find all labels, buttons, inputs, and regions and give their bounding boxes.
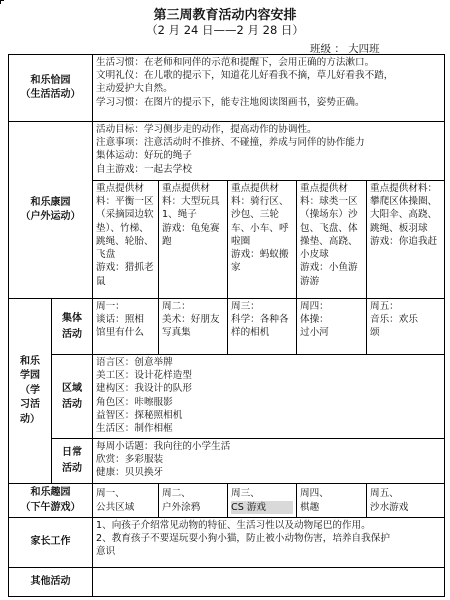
study-header: 和乐 学园 （学 习活 动） <box>9 299 52 484</box>
games-day: 周一、 公共区域 <box>93 484 159 518</box>
group-day: 周二： 美术：好朋友 写真集 <box>159 299 228 355</box>
games-header: 和乐趣园 （下午游戏） <box>9 484 93 518</box>
games-day: 周五、 沙水游戏 <box>367 484 445 518</box>
row-games <box>9 484 445 518</box>
health-content: 活动目标：学习侧步走的动作，提高动作的协调性。 注意事项：注意活动时不推挤、不碰撞，养成与同伴的协作能力 集体运动：好玩的绳子 自主游戏：一起去学校 <box>93 122 445 181</box>
row-study-area <box>9 355 445 439</box>
row-study-daily <box>9 439 445 484</box>
group-day: 周五： 音乐：欢乐 颂 <box>367 299 445 355</box>
row-study-group <box>9 299 445 355</box>
group-day: 周四： 体操： 过小河 <box>297 299 367 355</box>
row-other <box>9 568 445 597</box>
games-day: 周三、 CS 游戏 <box>228 484 297 518</box>
other-content <box>93 568 445 597</box>
other-header: 其他活动 <box>9 568 93 597</box>
games-day: 周二、 户外涂鸦 <box>159 484 228 518</box>
health-column: 重点提供材料：球类一区（操场东）沙包、飞盘、体操垫、高跷、小皮球 游戏：小鱼游游游 <box>297 181 367 299</box>
group-day: 周一： 谈话：照相 馆里有什么 <box>93 299 159 355</box>
area-activity-content: 语言区：创意举牌 美工区：设计花样造型 建构区：我设计的队形 角色区：咔嚓服影 益智区：探秘照相机 生活区：制作相框 <box>93 355 445 439</box>
class-label: 班级 ： 大四班 <box>310 43 380 55</box>
health-header: 和乐康园 （户外运动） <box>9 122 93 299</box>
page-title: 第三周教育活动内容安排 <box>153 8 297 23</box>
health-column: 重点提供材料：大型玩具1、绳子 游戏：龟兔赛跑 <box>159 181 228 299</box>
row-health-intro <box>9 122 445 181</box>
row-life <box>9 55 445 122</box>
life-content: 生活习惯：在老师和同伴的示范和提醒下，会用正确的方法漱口。 文明礼仪：在儿歌的提示下，知道花儿好看我不摘，草儿好看我不踏， 主动爱护大自然。 学习习惯：在图片的提示下，能专注地阅读图画书，姿势正确。 <box>93 55 445 122</box>
parents-header: 家长工作 <box>9 518 93 568</box>
group-activity-label: 集体 活动 <box>52 299 93 355</box>
date-range: （2 月 24 日——2 月 28 日） <box>146 23 304 37</box>
parents-content: 1、向孩子介绍常见动物的特征、生活习性以及动物尾巴的作用。 2、教育孩子不要逞玩耍小狗小猫，防止被小动物伤害，培养自我保护 意识 <box>93 518 445 568</box>
health-column: 重点提供材料：平衡一区（采摘园边软垫）、竹梯、跳绳、轮胎、飞盘 游戏：猎抓老鼠 <box>93 181 159 299</box>
group-day: 周三： 科学：各种各 样的相机 <box>228 299 297 355</box>
daily-activity-label: 日常 活动 <box>52 439 93 484</box>
health-column: 重点提供材料：攀爬区体操圈、大阳伞、高跷、跳绳、板羽球 游戏：你追我赶 <box>367 181 445 299</box>
life-header: 和乐恰园 （生活活动） <box>9 55 93 122</box>
daily-activity-content: 每周小话题：我向往的小学生活 欣赏：多彩服装 健康：贝贝换牙 <box>93 439 445 484</box>
games-day: 周四、 棋趣 <box>297 484 367 518</box>
schedule-table <box>8 54 445 597</box>
area-activity-label: 区域 活动 <box>52 355 93 439</box>
row-parents <box>9 518 445 568</box>
health-column: 重点提供材料：骑行区、沙包、三轮车、小车、呼啦圈 游戏：蚂蚁搬家 <box>228 181 297 299</box>
